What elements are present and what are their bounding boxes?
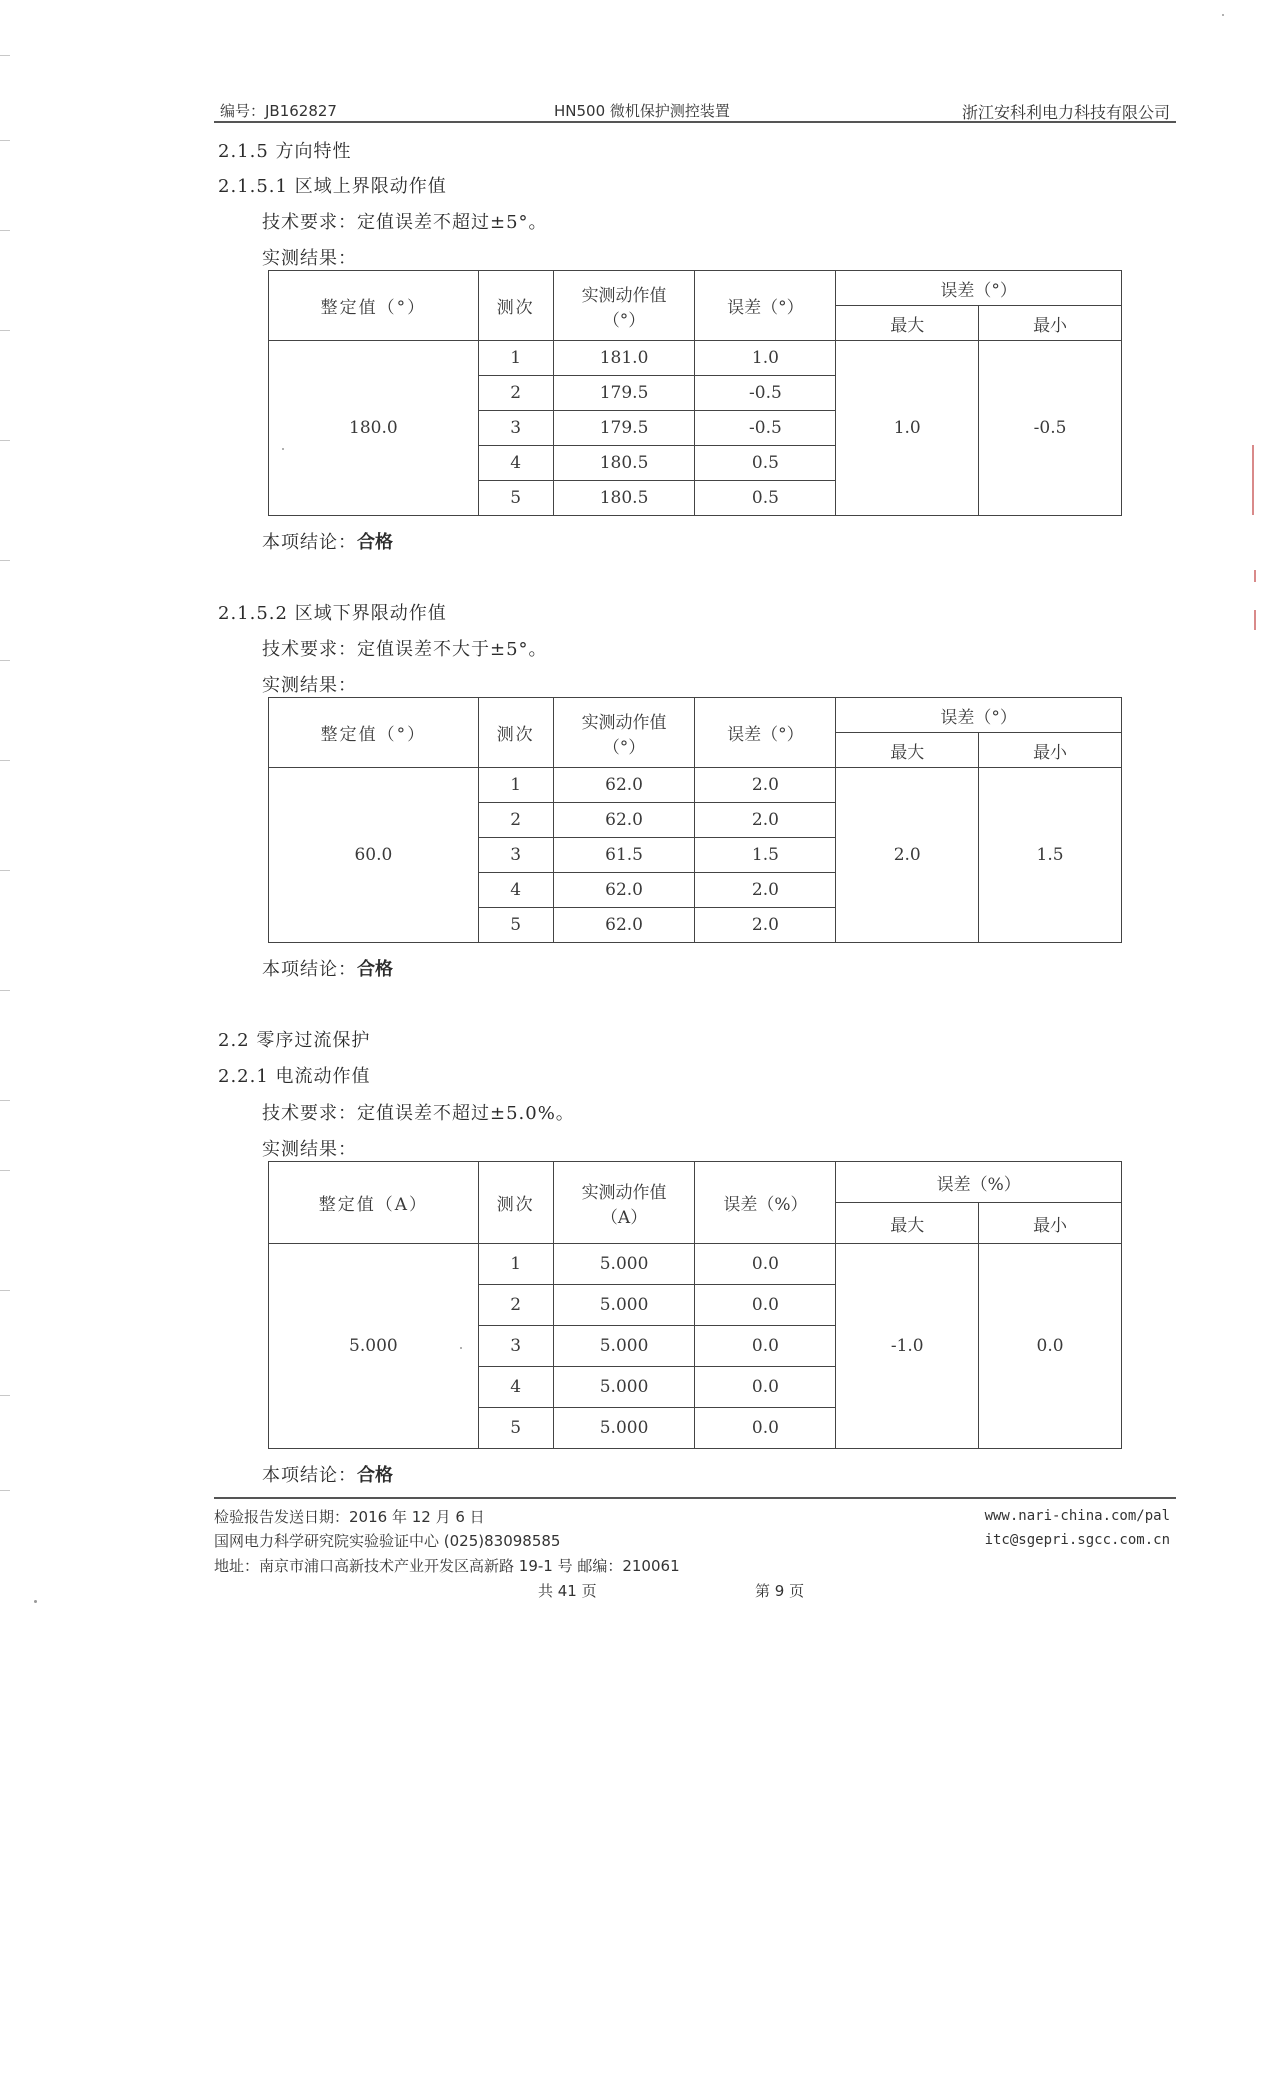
conclusion-label: 本项结论：	[262, 532, 357, 553]
measured-cell: 62.0	[553, 908, 695, 943]
header-setting: 整定值（°）	[269, 271, 479, 341]
contact-email: itc@sgepri.sgcc.com.cn	[984, 1532, 1170, 1548]
header-setting: 整定值（°）	[269, 698, 479, 768]
conclusion-label: 本项结论：	[262, 1465, 357, 1486]
scan-red-mark	[1252, 445, 1254, 515]
table-row	[269, 341, 1122, 376]
header-max: 最大	[836, 733, 979, 768]
count-cell: 2	[478, 803, 553, 838]
measured-cell: 61.5	[553, 838, 695, 873]
error-cell: -0.5	[695, 376, 836, 411]
scan-mark	[0, 1170, 10, 1171]
error-cell: 2.0	[695, 768, 836, 803]
header-error-group: 误差（°）	[836, 698, 1122, 733]
count-cell: 5	[478, 908, 553, 943]
scan-mark	[0, 55, 10, 56]
page-header	[218, 98, 1170, 122]
scan-mark	[0, 330, 10, 331]
header-error: 误差（°）	[695, 271, 836, 341]
count-cell: 3	[478, 838, 553, 873]
min-error-value: 1.5	[979, 768, 1122, 943]
scan-mark	[0, 990, 10, 991]
header-min: 最小	[979, 306, 1122, 341]
scan-speck	[460, 1347, 462, 1349]
min-error-value: -0.5	[979, 341, 1122, 516]
measured-cell: 181.0	[553, 341, 695, 376]
header-error: 误差（%）	[695, 1162, 836, 1244]
scan-speck	[34, 1600, 37, 1603]
error-cell: 0.0	[695, 1408, 836, 1449]
measured-cell: 5.000	[553, 1285, 695, 1326]
setting-value: 5.000	[269, 1244, 479, 1449]
setting-value: 60.0	[269, 768, 479, 943]
table-row	[269, 1244, 1122, 1285]
error-cell: 1.5	[695, 838, 836, 873]
website-url: www.nari-china.com/pal	[984, 1508, 1170, 1524]
page-number: 第 9 页	[755, 1582, 805, 1600]
max-error-value: 2.0	[836, 768, 979, 943]
error-cell: 2.0	[695, 803, 836, 838]
conclusion-value: 合格	[357, 532, 393, 553]
scan-mark	[0, 1100, 10, 1101]
header-measured-unit: （°）	[602, 737, 646, 758]
conclusion	[262, 528, 393, 554]
header-error-group: 误差（%）	[836, 1162, 1122, 1203]
send-date: 检验报告发送日期：2016 年 12 月 6 日	[214, 1508, 485, 1526]
section-title-2-2: 2.2 零序过流保护	[218, 1030, 371, 1051]
conclusion	[262, 955, 393, 981]
header-measured	[553, 271, 695, 341]
count-cell: 3	[478, 411, 553, 446]
scan-mark	[0, 1290, 10, 1291]
company-name: 浙江安科利电力科技有限公司	[961, 103, 1170, 122]
scan-mark	[0, 440, 10, 441]
header-measured	[553, 1162, 695, 1244]
header-measured-label: 实测动作值	[581, 1182, 667, 1203]
header-count: 测次	[478, 271, 553, 341]
header-error: 误差（°）	[695, 698, 836, 768]
header-min: 最小	[979, 733, 1122, 768]
measured-cell: 5.000	[553, 1326, 695, 1367]
header-measured-label: 实测动作值	[581, 285, 667, 306]
header-measured	[553, 698, 695, 768]
measured-cell: 5.000	[553, 1367, 695, 1408]
results-table-upper-limit	[268, 270, 1122, 516]
scan-mark	[0, 1395, 10, 1396]
header-measured-unit: （A）	[600, 1207, 648, 1228]
setting-value: 180.0	[269, 341, 479, 516]
error-cell: 0.0	[695, 1326, 836, 1367]
address: 地址：南京市浦口高新技术产业开发区高新路 19-1 号 邮编：210061	[214, 1557, 680, 1575]
result-label: 实测结果：	[262, 248, 357, 269]
count-cell: 1	[478, 341, 553, 376]
scan-speck	[282, 448, 284, 450]
error-cell: 2.0	[695, 873, 836, 908]
footer-rule	[214, 1497, 1176, 1499]
header-rule	[214, 121, 1176, 123]
measured-cell: 5.000	[553, 1408, 695, 1449]
conclusion-value: 合格	[357, 1465, 393, 1486]
count-cell: 4	[478, 873, 553, 908]
header-max: 最大	[836, 306, 979, 341]
count-cell: 4	[478, 446, 553, 481]
measured-cell: 62.0	[553, 803, 695, 838]
count-cell: 2	[478, 376, 553, 411]
section-title-2-1-5-2: 2.1.5.2 区域下界限动作值	[218, 603, 447, 624]
error-cell: -0.5	[695, 411, 836, 446]
header-max: 最大	[836, 1203, 979, 1244]
header-error-group: 误差（°）	[836, 271, 1122, 306]
section-title-2-1-5-1: 2.1.5.1 区域上界限动作值	[218, 176, 447, 197]
section-title-2-2-1: 2.2.1 电流动作值	[218, 1066, 371, 1087]
requirement-text: 技术要求：定值误差不超过±5.0%。	[262, 1103, 575, 1124]
measured-cell: 180.5	[553, 446, 695, 481]
scan-red-mark	[1254, 570, 1256, 582]
min-error-value: 0.0	[979, 1244, 1122, 1449]
max-error-value: -1.0	[836, 1244, 979, 1449]
requirement-text: 技术要求：定值误差不超过±5°。	[262, 212, 548, 233]
doc-number: 编号：JB162827	[220, 102, 337, 120]
count-cell: 3	[478, 1326, 553, 1367]
product-name: HN500 微机保护测控装置	[554, 102, 730, 120]
count-cell: 5	[478, 481, 553, 516]
result-label: 实测结果：	[262, 1139, 357, 1160]
measured-cell: 180.5	[553, 481, 695, 516]
header-measured-label: 实测动作值	[581, 712, 667, 733]
measured-cell: 5.000	[553, 1244, 695, 1285]
measured-cell: 62.0	[553, 873, 695, 908]
results-table-current	[268, 1161, 1122, 1449]
scan-mark	[0, 870, 10, 871]
scan-mark	[0, 760, 10, 761]
error-cell: 0.0	[695, 1285, 836, 1326]
error-cell: 1.0	[695, 341, 836, 376]
conclusion-value: 合格	[357, 959, 393, 980]
max-error-value: 1.0	[836, 341, 979, 516]
section-title-2-1-5: 2.1.5 方向特性	[218, 141, 352, 162]
header-setting: 整定值（A）	[269, 1162, 479, 1244]
requirement-text: 技术要求：定值误差不大于±5°。	[262, 639, 548, 660]
header-min: 最小	[979, 1203, 1122, 1244]
measured-cell: 62.0	[553, 768, 695, 803]
error-cell: 0.0	[695, 1244, 836, 1285]
scan-mark	[0, 230, 10, 231]
scan-red-mark	[1254, 610, 1256, 630]
error-cell: 0.0	[695, 1367, 836, 1408]
header-count: 测次	[478, 1162, 553, 1244]
conclusion-label: 本项结论：	[262, 959, 357, 980]
total-pages: 共 41 页	[538, 1582, 597, 1600]
header-measured-unit: （°）	[602, 310, 646, 331]
header-count: 测次	[478, 698, 553, 768]
count-cell: 2	[478, 1285, 553, 1326]
measured-cell: 179.5	[553, 411, 695, 446]
error-cell: 0.5	[695, 481, 836, 516]
count-cell: 1	[478, 1244, 553, 1285]
error-cell: 0.5	[695, 446, 836, 481]
count-cell: 4	[478, 1367, 553, 1408]
scan-mark	[0, 660, 10, 661]
count-cell: 5	[478, 1408, 553, 1449]
count-cell: 1	[478, 768, 553, 803]
scan-mark	[0, 560, 10, 561]
scan-mark	[0, 1490, 10, 1491]
table-row	[269, 768, 1122, 803]
scan-speck	[1222, 14, 1224, 16]
result-label: 实测结果：	[262, 675, 357, 696]
scan-mark	[0, 140, 10, 141]
error-cell: 2.0	[695, 908, 836, 943]
results-table-lower-limit	[268, 697, 1122, 943]
measured-cell: 179.5	[553, 376, 695, 411]
test-center: 国网电力科学研究院实验验证中心 (025)83098585	[214, 1532, 561, 1550]
conclusion	[262, 1461, 393, 1487]
